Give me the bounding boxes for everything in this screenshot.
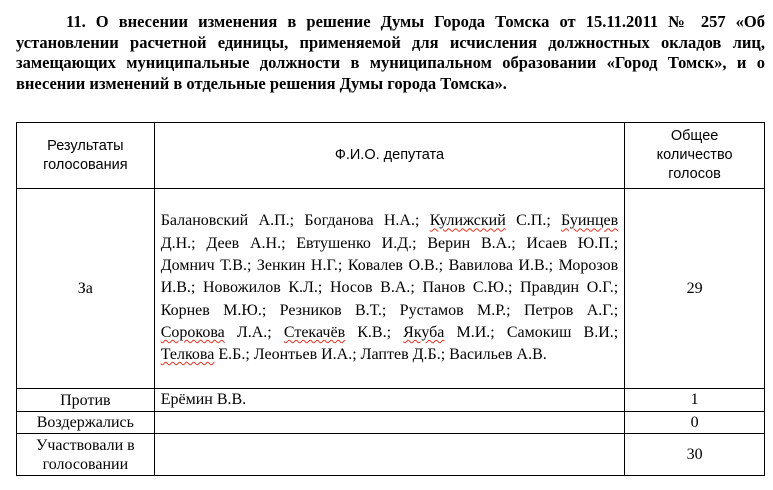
row-result-protiv: Против <box>17 389 155 412</box>
header-result: Результаты голосования <box>17 123 155 189</box>
names-part: Сорокова <box>160 323 225 341</box>
voting-results-table <box>16 122 765 476</box>
row-total-participated: 30 <box>625 434 765 476</box>
row-result-za: За <box>17 189 155 389</box>
table-row <box>17 189 765 389</box>
names-part: Балановский А.П.; Богданова Н.А.; <box>160 212 430 230</box>
names-part: Буинцев <box>561 212 619 230</box>
table-row <box>17 434 765 476</box>
row-total-za: 29 <box>625 189 765 389</box>
row-names-za <box>154 189 624 389</box>
names-part: Кулижский <box>429 212 506 230</box>
agenda-item-heading: 11. О внесении изменения в решение Думы Города Томска от 15.11.2011 № 257 «Об установлении расчетной единицы, применяемой для исчисления должностных окладов лиц, замещающих муниципальные должности в муниципальном образовании «Город Томск», и о внесении изменений в отдельные решения Думы города Томска». <box>16 12 765 93</box>
names-part: Л.А.; <box>224 323 284 341</box>
names-part: Стекачёв <box>283 323 346 341</box>
row-names-abstained <box>154 412 624 434</box>
names-part: М.И.; Самокиш В.И.; <box>444 323 619 341</box>
names-part: Телкова <box>160 346 215 364</box>
row-total-protiv: 1 <box>625 389 765 412</box>
table-row <box>17 412 765 434</box>
names-part: Якуба <box>403 323 445 341</box>
names-part: Е.Б.; Леонтьев И.А.; Лаптев Д.Б.; Васильев А.В. <box>214 346 547 364</box>
row-result-participated: Участвовали в голосовании <box>17 434 155 476</box>
header-total: Общее количество голосов <box>625 123 765 189</box>
row-result-abstained: Воздержались <box>17 412 155 434</box>
names-part: С.П.; <box>505 212 562 230</box>
table-header-row <box>17 123 765 189</box>
row-names-protiv: Ерёмин В.В. <box>154 389 624 412</box>
header-name: Ф.И.О. депутата <box>154 123 624 189</box>
names-part: К.В.; <box>345 323 404 341</box>
row-names-participated <box>154 434 624 476</box>
row-total-abstained: 0 <box>625 412 765 434</box>
names-part: Д.Н.; Деев А.Н.; Евтушенко И.Д.; Верин В.А.; Исаев Ю.П.; Домнич Т.В.; Зенкин Н.Г.; Ковалев О.В.; Вавилова И.В.; Морозов И.В.; Новожилов К.Л.; Носов В.А.; Панов С.Ю.; Правдин О.Г.; Корнев М.Ю.; Резников В.Т.; Рустамов М.Р.; Петров А.Г.; <box>160 234 619 319</box>
table-row <box>17 389 765 412</box>
